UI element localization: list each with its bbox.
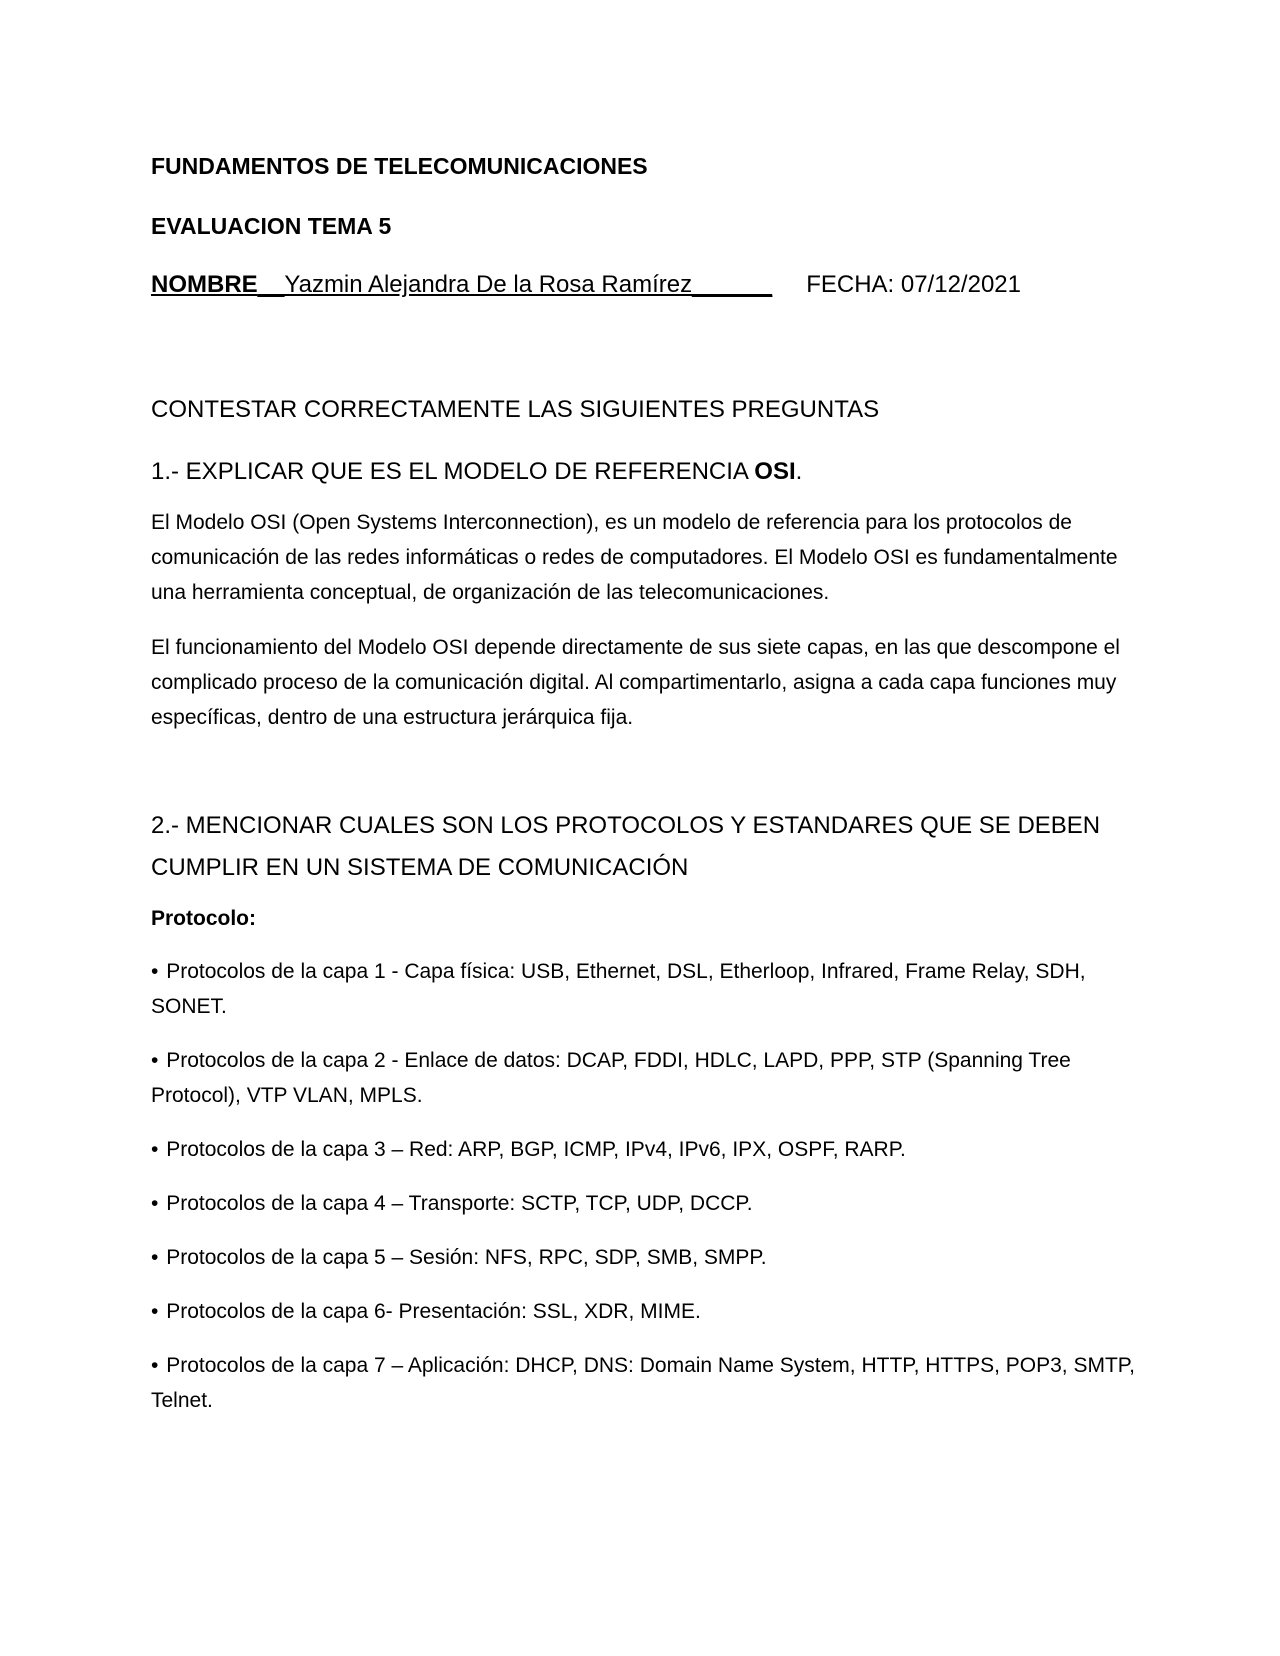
protocol-item xyxy=(151,1240,1151,1275)
question-1-prefix: 1.- EXPLICAR QUE ES EL MODELO DE REFERENCIA xyxy=(151,458,755,485)
question-1-heading xyxy=(151,451,1151,493)
document-content xyxy=(151,150,1151,1418)
bullet-dot: • xyxy=(151,1354,159,1377)
protocol-item-text: Protocolos de la capa 7 – Aplicación: DHCP, DNS: Domain Name System, HTTP, HTTPS, POP3, SMTP, Telnet. xyxy=(151,1354,1135,1412)
answer-1-paragraph-2: El funcionamiento del Modelo OSI depende directamente de sus siete capas, en las que descompone el complicado proceso de la comunicación digital. Al compartimentarlo, asigna a cada capa funciones muy específicas, dentro de una estructura jerárquica fija. xyxy=(151,636,1120,729)
protocol-item xyxy=(151,1348,1151,1418)
date-text: FECHA: 07/12/2021 xyxy=(806,271,1021,298)
protocol-item-text: Protocolos de la capa 3 – Red: ARP, BGP, ICMP, IPv4, IPv6, IPX, OSPF, RARP. xyxy=(166,1138,906,1161)
protocol-item-text: Protocolos de la capa 6- Presentación: SSL, XDR, MIME. xyxy=(166,1300,701,1323)
bullet-dot: • xyxy=(151,960,159,983)
name-date-row xyxy=(151,269,1151,301)
bullet-dot: • xyxy=(151,1300,159,1323)
course-title: FUNDAMENTOS DE TELECOMUNICACIONES xyxy=(151,153,648,179)
protocol-item-text: Protocolos de la capa 1 - Capa física: USB, Ethernet, DSL, Etherloop, Infrared, Frame Relay, SDH, SONET. xyxy=(151,960,1086,1018)
protocol-item xyxy=(151,1186,1151,1221)
protocol-item xyxy=(151,954,1151,1024)
protocol-item-text: Protocolos de la capa 5 – Sesión: NFS, RPC, SDP, SMB, SMPP. xyxy=(166,1246,767,1269)
question-2-heading: 2.- MENCIONAR CUALES SON LOS PROTOCOLOS Y ESTANDARES QUE SE DEBEN CUMPLIR EN UN SISTEMA DE COMUNICACIÓN xyxy=(151,812,1101,881)
question-1-suffix: . xyxy=(795,458,803,485)
protocol-item xyxy=(151,1043,1151,1113)
protocol-item xyxy=(151,1132,1151,1167)
bullet-dot: • xyxy=(151,1138,159,1161)
exam-title: EVALUACION TEMA 5 xyxy=(151,213,392,239)
bullet-dot: • xyxy=(151,1192,159,1215)
bullet-dot: • xyxy=(151,1246,159,1269)
protocol-item xyxy=(151,1294,1151,1329)
answer-1-paragraph-1: El Modelo OSI (Open Systems Interconnection), es un modelo de referencia para los protocolos de comunicación de las redes informáticas o redes de computadores. El Modelo OSI es fundamentalmente una herramienta conceptual, de organización de las telecomunicaciones. xyxy=(151,511,1118,604)
question-1-emphasis: OSI xyxy=(754,458,796,485)
name-value: __Yazmin Alejandra De la Rosa Ramírez______ xyxy=(257,271,773,298)
protocol-label: Protocolo: xyxy=(151,907,256,930)
instructions-heading: CONTESTAR CORRECTAMENTE LAS SIGUIENTES PREGUNTAS xyxy=(151,396,880,423)
protocol-item-text: Protocolos de la capa 4 – Transporte: SCTP, TCP, UDP, DCCP. xyxy=(166,1192,753,1215)
name-label: NOMBRE xyxy=(151,271,258,298)
protocol-item-text: Protocolos de la capa 2 - Enlace de datos: DCAP, FDDI, HDLC, LAPD, PPP, STP (Spanning Tree Protocol), VTP VLAN, MPLS. xyxy=(151,1049,1071,1107)
bullet-dot: • xyxy=(151,1049,159,1072)
